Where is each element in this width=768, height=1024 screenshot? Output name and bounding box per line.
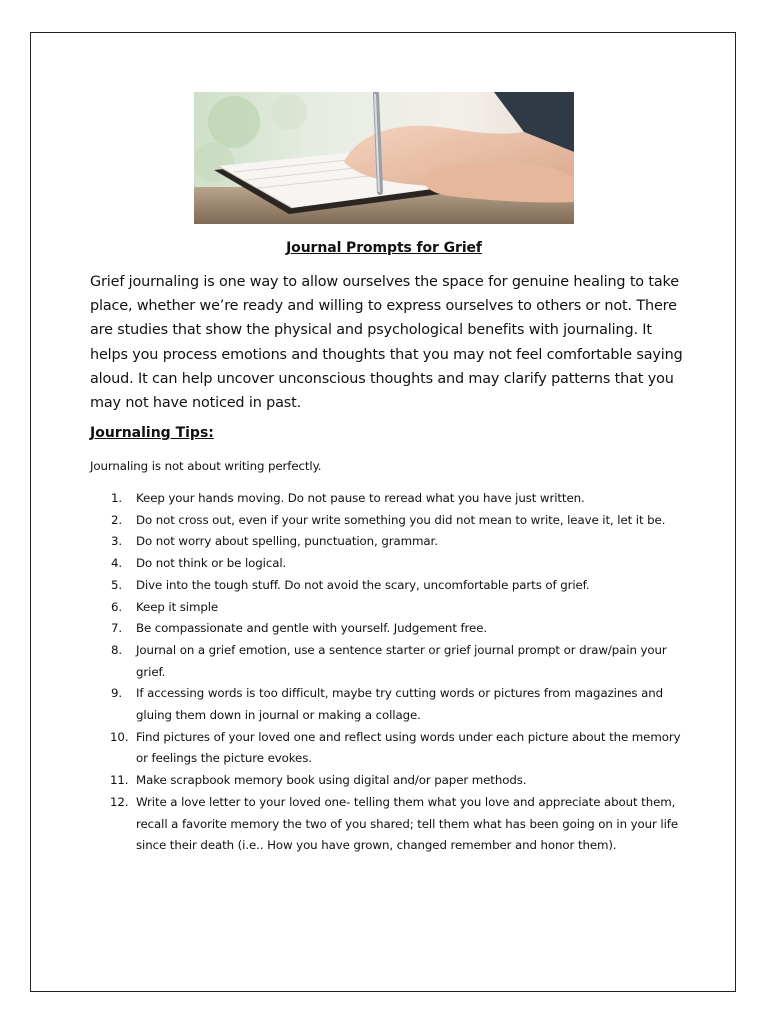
list-text: Dive into the tough stuff. Do not avoid the scary, uncomfortable parts of grief. [136,577,590,592]
page-title: Journal Prompts for Grief [286,240,482,256]
list-number: 9. [111,686,123,701]
intro-paragraph [90,270,690,415]
list-text: Do not cross out, even if your write something you did not mean to write, leave it, let it be. [136,512,666,527]
list-text: Keep it simple [136,599,219,614]
list-number: 12. [110,794,129,809]
list-item [92,640,692,683]
journal-writing-photo [194,92,574,224]
list-text: Write a love letter to your loved one- telling them what you love and appreciate about them, recall a favorite memory the two of you shared; tell them what has been going on in your life since their death (i.e.. How you have grown, changed remember and honor them). [136,794,678,853]
tips-heading: Journaling Tips: [90,425,214,441]
list-text: Make scrapbook memory book using digital and/or paper methods. [136,773,527,788]
list-text: Do not think or be logical. [136,556,287,571]
list-number: 5. [111,577,123,592]
list-item [92,727,692,770]
list-text: Find pictures of your loved one and reflect using words under each picture about the memory or feelings the picture evokes. [136,729,681,766]
list-text: Journal on a grief emotion, use a sentence starter or grief journal prompt or draw/pain your grief. [136,642,667,679]
intro-text: Grief journaling is one way to allow ourselves the space for genuine healing to take place, whether we’re ready and willing to express ourselves to others or not. There are studies that show the physical and psychological benefits with journaling. It helps you process emotions and thoughts that you may not feel comfortable saying aloud. It can help uncover unconscious thoughts and may clarify patterns that you may not have noticed in past. [90,274,683,412]
list-item [92,683,692,726]
list-number: 8. [111,642,123,657]
list-item [92,770,692,792]
list-number: 6. [111,599,123,614]
list-text: Keep your hands moving. Do not pause to reread what you have just written. [136,491,585,505]
list-item [92,575,692,597]
tips-note: Journaling is not about writing perfectly. [90,459,322,473]
list-text: Be compassionate and gentle with yourself. Judgement free. [136,621,487,636]
list-item [92,553,692,575]
list-item [92,597,692,619]
list-item [92,488,692,510]
list-text: Do not worry about spelling, punctuation, grammar. [136,534,438,549]
list-number: 11. [110,773,129,788]
list-number: 1. [111,491,123,505]
list-number: 2. [111,512,123,527]
list-item [92,510,692,532]
list-item [92,618,692,640]
tips-list [92,488,692,857]
list-number: 10. [110,729,129,744]
list-item [92,531,692,553]
list-item [92,792,692,857]
list-text: If accessing words is too difficult, maybe try cutting words or pictures from magazines and gluing them down in journal or making a collage. [136,686,663,723]
list-number: 3. [111,534,123,549]
list-number: 7. [111,621,123,636]
list-number: 4. [111,556,123,571]
